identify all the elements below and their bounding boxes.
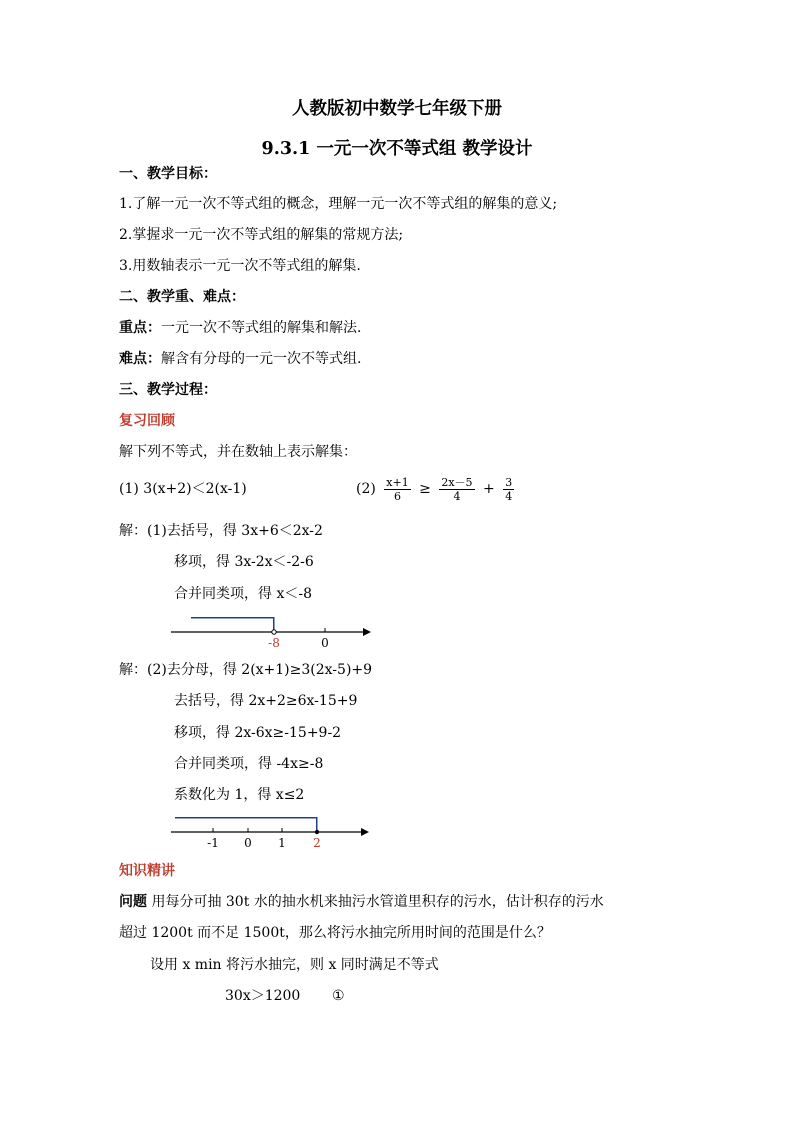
p2-label: (2) (356, 481, 376, 497)
solution-2-line-1: 解：(2)去分母，得 2(x+1)≥3(2x-5)+9 (119, 662, 373, 678)
solution-ray-end (316, 817, 318, 832)
question-line-1 (119, 893, 604, 911)
number-line-2 (165, 810, 380, 852)
solution-ray-top (191, 617, 274, 619)
fraction-3 (503, 476, 514, 503)
section-goals-heading: 一、教学目标： (119, 166, 217, 182)
question-setup: 设用 x min 将污水抽完，则 x 同时满足不等式 (150, 957, 439, 973)
difficult-point (119, 350, 361, 368)
fraction-2 (439, 476, 474, 503)
fraction-3-den: 4 (505, 489, 513, 503)
solution-2-line-5: 系数化为 1，得 x≤2 (174, 787, 305, 803)
fraction-2-num: 2x－5 (441, 475, 473, 489)
open-point (272, 630, 276, 634)
fraction-3-num: 3 (505, 475, 513, 489)
axis-arrow-icon (363, 628, 371, 636)
problem-1: (1) 3(x+2)＜2(x-1) (119, 481, 247, 497)
number-line-1 (165, 610, 380, 652)
closed-point (315, 830, 319, 834)
knowledge-heading: 知识精讲 (119, 863, 175, 879)
solution-ray-top (175, 817, 317, 819)
tick-label: -1 (207, 836, 219, 850)
solution-1-line-2: 移项，得 3x-2x＜-2-6 (174, 554, 314, 570)
section-keypoints-heading: 二、教学重、难点： (119, 289, 245, 305)
diff-label: 难点： (119, 351, 161, 367)
axis-arrow-icon (361, 828, 369, 836)
doc-subtitle: 9.3.1 一元一次不等式组 教学设计 (261, 139, 533, 159)
fraction-1-den: 6 (394, 489, 401, 503)
goal-3: 3.用数轴表示一元一次不等式组的解集. (119, 258, 361, 274)
review-heading: 复习回顾 (119, 413, 175, 429)
solution-2-line-3: 移项，得 2x-6x≥-15+9-2 (174, 725, 342, 741)
diff-text: 解含有分母的一元一次不等式组. (161, 351, 362, 367)
question-line-2: 超过 1200t 而不足 1500t，那么将污水抽完所用时间的范围是什么？ (119, 925, 551, 941)
doc-title: 人教版初中数学七年级下册 (292, 99, 502, 119)
question-label: 问题 (119, 894, 147, 910)
goal-1: 1.了解一元一次不等式组的概念，理解一元一次不等式组的解集的意义; (119, 196, 558, 212)
fraction-1-num: x+1 (386, 475, 409, 489)
fraction-2-den: 4 (453, 489, 461, 503)
key-text: 一元一次不等式组的解集和解法. (161, 320, 362, 336)
tick-label: 0 (244, 836, 252, 850)
key-point (119, 319, 361, 337)
fraction-1 (384, 476, 410, 503)
tick-label: 0 (321, 636, 329, 650)
inequality-1-mark: ① (332, 988, 345, 1004)
plus-sign: + (483, 481, 495, 497)
solution-2-line-4: 合并同类项，得 -4x≥-8 (174, 756, 324, 772)
tick-label: -8 (268, 636, 280, 650)
ge-sign: ≥ (419, 481, 431, 497)
problem-2 (354, 473, 516, 505)
solution-2-line-2: 去括号，得 2x+2≥6x-15+9 (174, 693, 358, 709)
task-text: 解下列不等式，并在数轴上表示解集： (119, 444, 357, 460)
section-process-heading: 三、教学过程： (119, 382, 217, 398)
inequality-1: 30x＞1200 (225, 988, 301, 1004)
solution-1-line-1: 解：(1)去括号，得 3x+6＜2x-2 (119, 523, 323, 539)
key-label: 重点： (119, 320, 161, 336)
tick-label: 1 (278, 836, 286, 850)
tick-label: 2 (313, 836, 321, 850)
question-text-1: 用每分可抽 30t 水的抽水机来抽污水管道里积存的污水，估计积存的污水 (151, 894, 604, 910)
goal-2: 2.掌握求一元一次不等式组的解集的常规方法; (119, 227, 404, 243)
solution-1-line-3: 合并同类项，得 x＜-8 (174, 586, 312, 602)
